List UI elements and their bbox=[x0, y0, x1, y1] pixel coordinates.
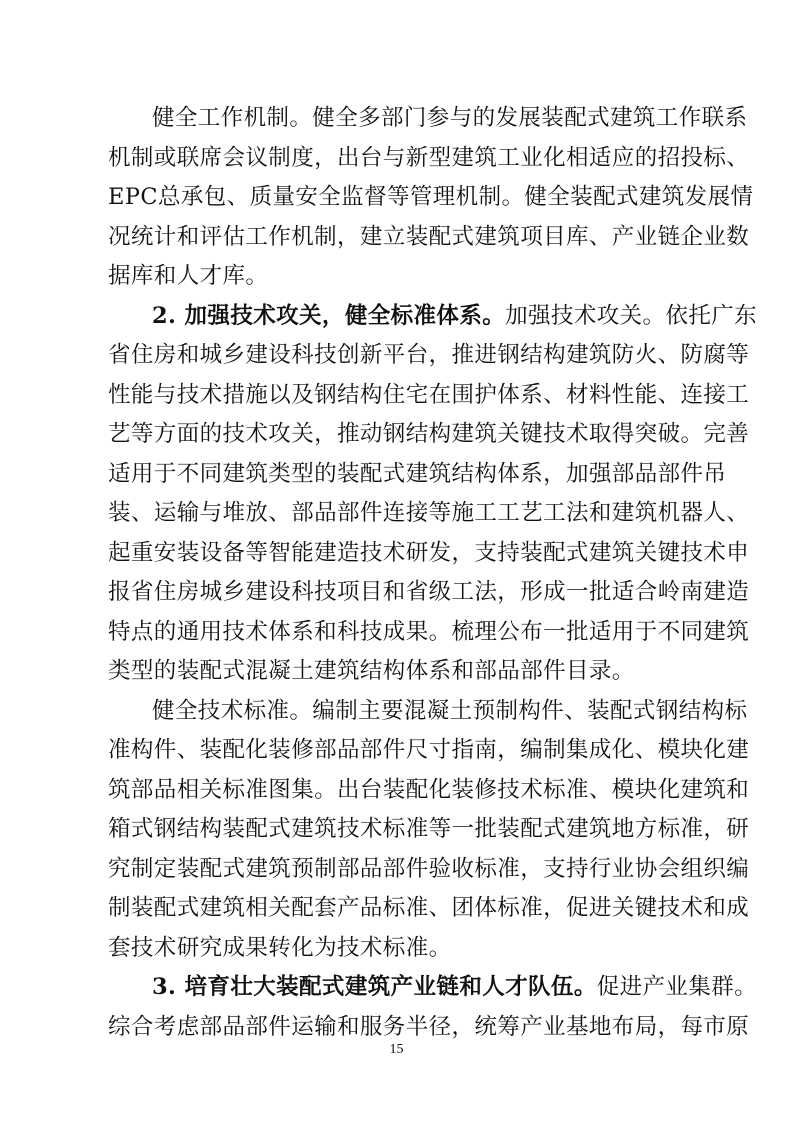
paragraph-line: 准构件、装配化装修部品部件尺寸指南，编制集成化、模块化建 bbox=[108, 737, 750, 763]
paragraph-line: 综合考虑部品部件运输和服务半径，统筹产业基地布局，每市原 bbox=[108, 1013, 750, 1040]
paragraph-line: 装、运输与堆放、部品部件连接等施工工艺工法和建筑机器人、 bbox=[108, 500, 750, 526]
paragraph-line: 箱式钢结构装配式建筑技术标准等一批装配式建筑地方标准，研 bbox=[108, 816, 750, 842]
paragraph-line: 究制定装配式建筑预制部品部件验收标准，支持行业协会组织编 bbox=[108, 855, 750, 882]
paragraph-line: 适用于不同建筑类型的装配式建筑结构体系，加强部品部件吊 bbox=[108, 460, 727, 487]
paragraph-line: 制装配式建筑相关配套产品标准、团体标准，促进关键技术和成 bbox=[108, 895, 750, 921]
paragraph-line: 健全工作机制。健全多部门参与的发展装配式建筑工作联系 bbox=[152, 105, 748, 131]
paragraph-line: 起重安装设备等智能建造技术研发，支持装配式建筑关键技术申 bbox=[108, 539, 750, 566]
section-heading-3: 3. 培育壮大装配式建筑产业链和人才队伍。 bbox=[152, 974, 597, 1000]
paragraph-text: 加强技术攻关。依托广东 bbox=[505, 302, 758, 329]
paragraph-line: 类型的装配式混凝土建筑结构体系和部品部件目录。 bbox=[108, 658, 635, 684]
paragraph-line: 艺等方面的技术攻关，推动钢结构建筑关键技术取得突破。完善 bbox=[108, 421, 750, 447]
paragraph-line: 性能与技术措施以及钢结构住宅在围护体系、材料性能、连接工 bbox=[108, 381, 750, 408]
paragraph-line: 健全技术标准。编制主要混凝土预制构件、装配式钢结构标 bbox=[152, 697, 748, 724]
paragraph-line: 筑部品相关标准图集。出台装配化装修技术标准、模块化建筑和 bbox=[108, 776, 750, 803]
section-heading-line bbox=[152, 296, 758, 336]
paragraph-text: 促进产业集群。 bbox=[596, 974, 758, 1000]
paragraph-line: 报省住房城乡建设科技项目和省级工法，形成一批适合岭南建造 bbox=[108, 579, 750, 605]
paragraph-line: 机制或联席会议制度，出台与新型建筑工业化相适应的招投标、 bbox=[108, 144, 750, 171]
paragraph-line: 省住房和城乡建设科技创新平台，推进钢结构建筑防火、防腐等 bbox=[108, 342, 750, 368]
paragraph-line: EPC总承包、质量安全监督等管理机制。健全装配式建筑发展情 bbox=[108, 184, 754, 210]
section-heading-line bbox=[152, 967, 758, 1007]
paragraph-line: 况统计和评估工作机制，建立装配式建筑项目库、产业链企业数 bbox=[108, 223, 750, 250]
paragraph-line: 特点的通用技术体系和科技成果。梳理公布一批适用于不同建筑 bbox=[108, 618, 750, 645]
page-number: 15 bbox=[389, 1042, 404, 1057]
section-heading-2: 2. 加强技术攻关，健全标准体系。 bbox=[152, 302, 506, 329]
paragraph-line: 据库和人才库。 bbox=[108, 263, 269, 289]
paragraph-line: 套技术研究成果转化为技术标准。 bbox=[108, 934, 452, 961]
